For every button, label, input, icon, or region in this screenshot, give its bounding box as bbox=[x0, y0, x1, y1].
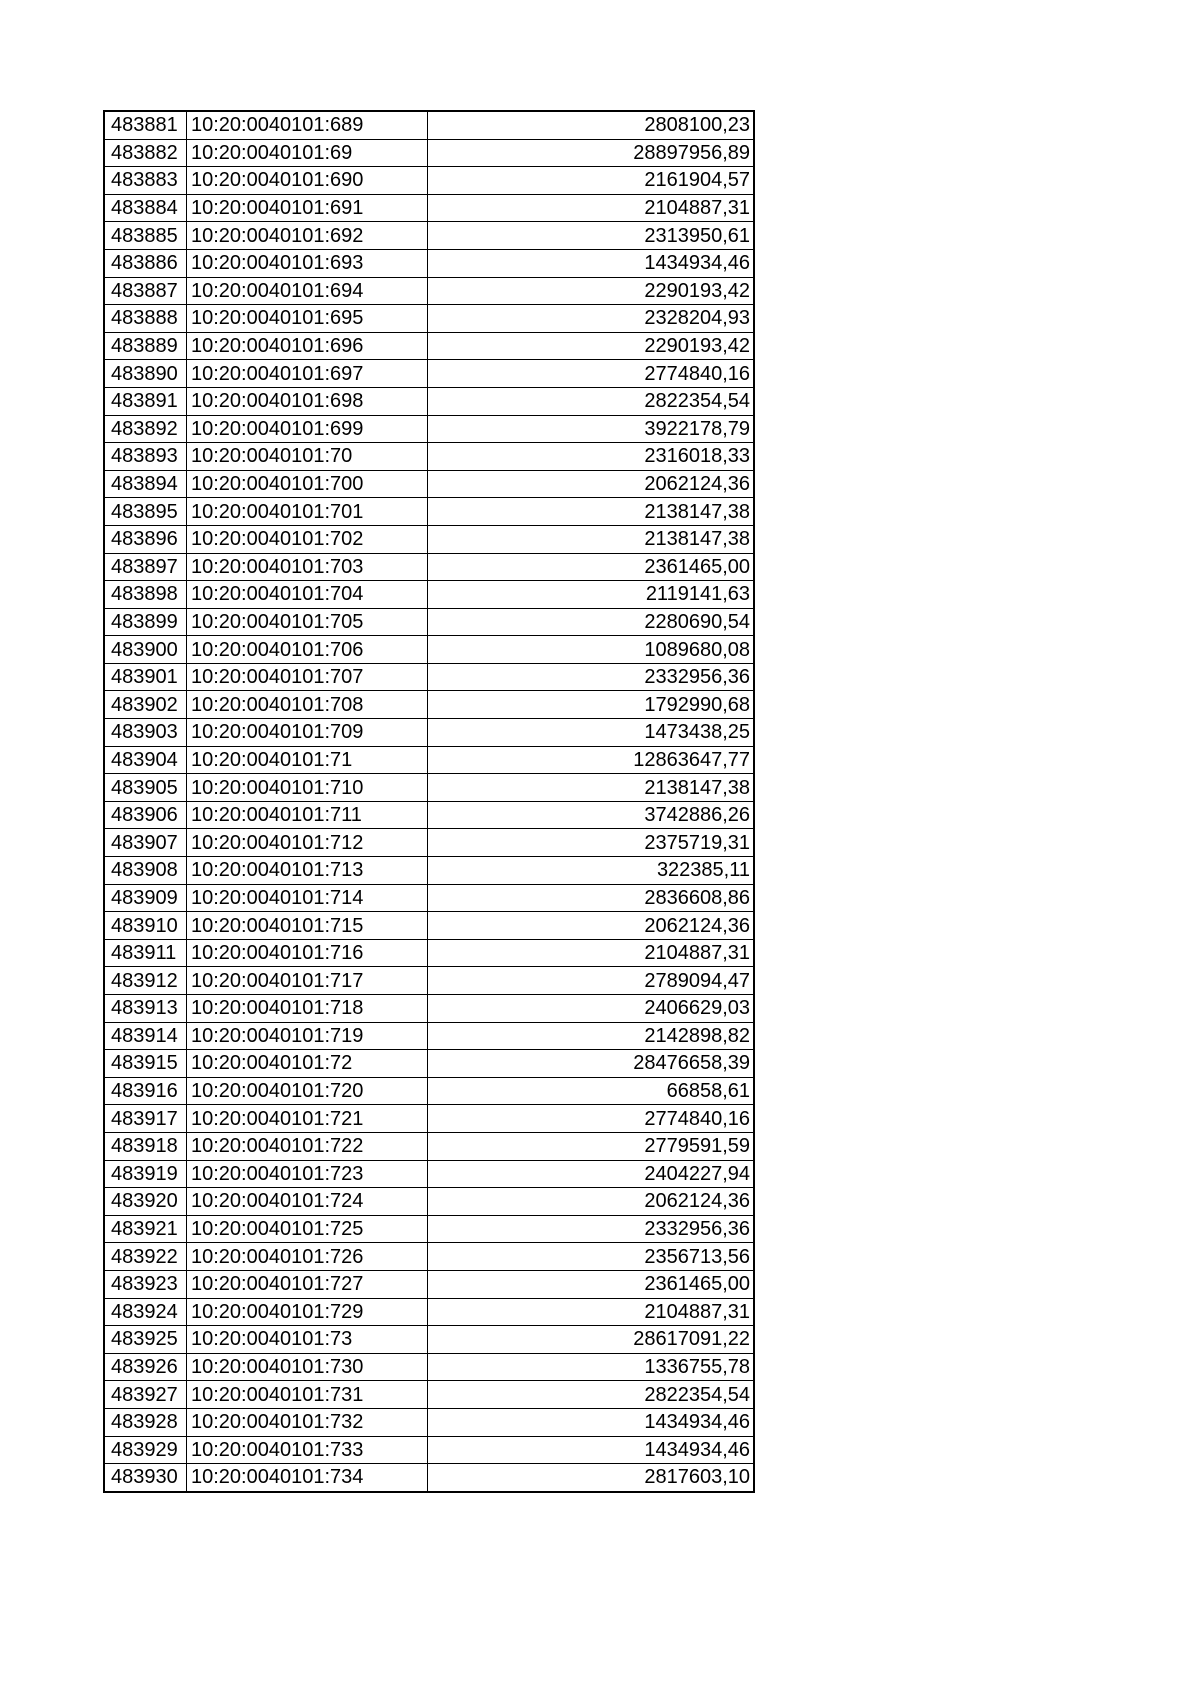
cadastral-number-cell: 10:20:0040101:724 bbox=[187, 1188, 428, 1216]
table-row bbox=[104, 636, 754, 664]
value-cell: 2332956,36 bbox=[428, 1215, 755, 1243]
value-cell: 2356713,56 bbox=[428, 1243, 755, 1271]
cadastral-number-cell: 10:20:0040101:689 bbox=[187, 111, 428, 139]
value-cell: 2774840,16 bbox=[428, 360, 755, 388]
row-id-cell: 483915 bbox=[104, 1050, 187, 1078]
table-row bbox=[104, 387, 754, 415]
table-row bbox=[104, 305, 754, 333]
row-id-cell: 483884 bbox=[104, 194, 187, 222]
row-id-cell: 483918 bbox=[104, 1132, 187, 1160]
row-id-cell: 483903 bbox=[104, 719, 187, 747]
value-cell: 2779591,59 bbox=[428, 1132, 755, 1160]
value-cell: 2104887,31 bbox=[428, 194, 755, 222]
table-row bbox=[104, 1436, 754, 1464]
cadastral-number-cell: 10:20:0040101:718 bbox=[187, 995, 428, 1023]
cadastral-number-cell: 10:20:0040101:721 bbox=[187, 1105, 428, 1133]
row-id-cell: 483914 bbox=[104, 1022, 187, 1050]
value-cell: 2822354,54 bbox=[428, 387, 755, 415]
cadastral-number-cell: 10:20:0040101:702 bbox=[187, 525, 428, 553]
value-cell: 2142898,82 bbox=[428, 1022, 755, 1050]
table-row bbox=[104, 608, 754, 636]
row-id-cell: 483892 bbox=[104, 415, 187, 443]
value-cell: 2361465,00 bbox=[428, 1270, 755, 1298]
value-cell: 1434934,46 bbox=[428, 249, 755, 277]
row-id-cell: 483908 bbox=[104, 857, 187, 885]
cadastral-number-cell: 10:20:0040101:715 bbox=[187, 912, 428, 940]
table-row bbox=[104, 553, 754, 581]
table-row bbox=[104, 1077, 754, 1105]
cadastral-number-cell: 10:20:0040101:700 bbox=[187, 470, 428, 498]
value-cell: 28897956,89 bbox=[428, 139, 755, 167]
cadastral-number-cell: 10:20:0040101:71 bbox=[187, 746, 428, 774]
value-cell: 2361465,00 bbox=[428, 553, 755, 581]
table-row bbox=[104, 470, 754, 498]
table-row bbox=[104, 1326, 754, 1354]
table-row bbox=[104, 857, 754, 885]
table-row bbox=[104, 939, 754, 967]
table-row bbox=[104, 1050, 754, 1078]
value-cell: 3742886,26 bbox=[428, 801, 755, 829]
cadastral-number-cell: 10:20:0040101:706 bbox=[187, 636, 428, 664]
cadastral-number-cell: 10:20:0040101:734 bbox=[187, 1464, 428, 1492]
table-row bbox=[104, 498, 754, 526]
cadastral-number-cell: 10:20:0040101:692 bbox=[187, 222, 428, 250]
value-cell: 2822354,54 bbox=[428, 1381, 755, 1409]
value-cell: 2119141,63 bbox=[428, 581, 755, 609]
cadastral-number-cell: 10:20:0040101:719 bbox=[187, 1022, 428, 1050]
row-id-cell: 483891 bbox=[104, 387, 187, 415]
row-id-cell: 483920 bbox=[104, 1188, 187, 1216]
value-cell: 1336755,78 bbox=[428, 1353, 755, 1381]
row-id-cell: 483909 bbox=[104, 884, 187, 912]
table-row bbox=[104, 746, 754, 774]
table-row bbox=[104, 884, 754, 912]
cadastral-number-cell: 10:20:0040101:727 bbox=[187, 1270, 428, 1298]
value-cell: 2836608,86 bbox=[428, 884, 755, 912]
row-id-cell: 483896 bbox=[104, 525, 187, 553]
cadastral-number-cell: 10:20:0040101:722 bbox=[187, 1132, 428, 1160]
table-row bbox=[104, 415, 754, 443]
value-cell: 2774840,16 bbox=[428, 1105, 755, 1133]
cadastral-number-cell: 10:20:0040101:691 bbox=[187, 194, 428, 222]
value-cell: 2375719,31 bbox=[428, 829, 755, 857]
row-id-cell: 483916 bbox=[104, 1077, 187, 1105]
row-id-cell: 483887 bbox=[104, 277, 187, 305]
value-cell: 2406629,03 bbox=[428, 995, 755, 1023]
cadastral-number-cell: 10:20:0040101:699 bbox=[187, 415, 428, 443]
row-id-cell: 483881 bbox=[104, 111, 187, 139]
value-cell: 1473438,25 bbox=[428, 719, 755, 747]
cadastral-number-cell: 10:20:0040101:730 bbox=[187, 1353, 428, 1381]
value-cell: 2062124,36 bbox=[428, 1188, 755, 1216]
row-id-cell: 483883 bbox=[104, 167, 187, 195]
row-id-cell: 483911 bbox=[104, 939, 187, 967]
table-row bbox=[104, 194, 754, 222]
table-row bbox=[104, 139, 754, 167]
row-id-cell: 483902 bbox=[104, 691, 187, 719]
table-row bbox=[104, 1132, 754, 1160]
cadastral-number-cell: 10:20:0040101:693 bbox=[187, 249, 428, 277]
row-id-cell: 483895 bbox=[104, 498, 187, 526]
row-id-cell: 483921 bbox=[104, 1215, 187, 1243]
row-id-cell: 483890 bbox=[104, 360, 187, 388]
cadastral-number-cell: 10:20:0040101:72 bbox=[187, 1050, 428, 1078]
value-cell: 2789094,47 bbox=[428, 967, 755, 995]
value-cell: 2138147,38 bbox=[428, 774, 755, 802]
table-row bbox=[104, 967, 754, 995]
value-cell: 2313950,61 bbox=[428, 222, 755, 250]
table-row bbox=[104, 1105, 754, 1133]
cadastral-number-cell: 10:20:0040101:725 bbox=[187, 1215, 428, 1243]
cadastral-number-cell: 10:20:0040101:711 bbox=[187, 801, 428, 829]
table-row bbox=[104, 691, 754, 719]
value-cell: 2332956,36 bbox=[428, 663, 755, 691]
table-row bbox=[104, 1464, 754, 1492]
cadastral-number-cell: 10:20:0040101:714 bbox=[187, 884, 428, 912]
table-row bbox=[104, 1160, 754, 1188]
table-row bbox=[104, 1270, 754, 1298]
row-id-cell: 483929 bbox=[104, 1436, 187, 1464]
value-cell: 66858,61 bbox=[428, 1077, 755, 1105]
row-id-cell: 483917 bbox=[104, 1105, 187, 1133]
value-cell: 2104887,31 bbox=[428, 939, 755, 967]
table-row bbox=[104, 332, 754, 360]
table-row bbox=[104, 581, 754, 609]
value-cell: 1434934,46 bbox=[428, 1436, 755, 1464]
table-row bbox=[104, 912, 754, 940]
value-cell: 28617091,22 bbox=[428, 1326, 755, 1354]
row-id-cell: 483922 bbox=[104, 1243, 187, 1271]
row-id-cell: 483905 bbox=[104, 774, 187, 802]
value-cell: 12863647,77 bbox=[428, 746, 755, 774]
row-id-cell: 483913 bbox=[104, 995, 187, 1023]
cadastral-number-cell: 10:20:0040101:696 bbox=[187, 332, 428, 360]
table-row bbox=[104, 1188, 754, 1216]
row-id-cell: 483898 bbox=[104, 581, 187, 609]
cadastral-value-table bbox=[103, 110, 755, 1493]
row-id-cell: 483893 bbox=[104, 443, 187, 471]
table-row bbox=[104, 167, 754, 195]
row-id-cell: 483930 bbox=[104, 1464, 187, 1492]
table-row bbox=[104, 443, 754, 471]
table-row bbox=[104, 1215, 754, 1243]
value-cell: 2161904,57 bbox=[428, 167, 755, 195]
value-cell: 2138147,38 bbox=[428, 498, 755, 526]
value-cell: 1792990,68 bbox=[428, 691, 755, 719]
cadastral-number-cell: 10:20:0040101:695 bbox=[187, 305, 428, 333]
value-cell: 28476658,39 bbox=[428, 1050, 755, 1078]
cadastral-number-cell: 10:20:0040101:709 bbox=[187, 719, 428, 747]
value-cell: 2062124,36 bbox=[428, 912, 755, 940]
cadastral-number-cell: 10:20:0040101:712 bbox=[187, 829, 428, 857]
table-row bbox=[104, 829, 754, 857]
row-id-cell: 483924 bbox=[104, 1298, 187, 1326]
row-id-cell: 483885 bbox=[104, 222, 187, 250]
cadastral-number-cell: 10:20:0040101:704 bbox=[187, 581, 428, 609]
cadastral-number-cell: 10:20:0040101:731 bbox=[187, 1381, 428, 1409]
row-id-cell: 483926 bbox=[104, 1353, 187, 1381]
cadastral-number-cell: 10:20:0040101:710 bbox=[187, 774, 428, 802]
cadastral-number-cell: 10:20:0040101:70 bbox=[187, 443, 428, 471]
table-body bbox=[104, 111, 754, 1492]
value-cell: 2404227,94 bbox=[428, 1160, 755, 1188]
cadastral-number-cell: 10:20:0040101:716 bbox=[187, 939, 428, 967]
row-id-cell: 483888 bbox=[104, 305, 187, 333]
row-id-cell: 483886 bbox=[104, 249, 187, 277]
row-id-cell: 483928 bbox=[104, 1408, 187, 1436]
row-id-cell: 483923 bbox=[104, 1270, 187, 1298]
cadastral-number-cell: 10:20:0040101:698 bbox=[187, 387, 428, 415]
row-id-cell: 483919 bbox=[104, 1160, 187, 1188]
cadastral-number-cell: 10:20:0040101:73 bbox=[187, 1326, 428, 1354]
table-row bbox=[104, 111, 754, 139]
value-cell: 2290193,42 bbox=[428, 277, 755, 305]
cadastral-number-cell: 10:20:0040101:703 bbox=[187, 553, 428, 581]
row-id-cell: 483912 bbox=[104, 967, 187, 995]
cadastral-number-cell: 10:20:0040101:726 bbox=[187, 1243, 428, 1271]
row-id-cell: 483927 bbox=[104, 1381, 187, 1409]
value-cell: 1434934,46 bbox=[428, 1408, 755, 1436]
value-cell: 2138147,38 bbox=[428, 525, 755, 553]
cadastral-number-cell: 10:20:0040101:723 bbox=[187, 1160, 428, 1188]
table-row bbox=[104, 1408, 754, 1436]
table-row bbox=[104, 663, 754, 691]
table-row bbox=[104, 1353, 754, 1381]
cadastral-number-cell: 10:20:0040101:701 bbox=[187, 498, 428, 526]
table-row bbox=[104, 1243, 754, 1271]
value-cell: 2808100,23 bbox=[428, 111, 755, 139]
cadastral-number-cell: 10:20:0040101:690 bbox=[187, 167, 428, 195]
row-id-cell: 483899 bbox=[104, 608, 187, 636]
cadastral-number-cell: 10:20:0040101:705 bbox=[187, 608, 428, 636]
row-id-cell: 483910 bbox=[104, 912, 187, 940]
table-row bbox=[104, 277, 754, 305]
cadastral-number-cell: 10:20:0040101:733 bbox=[187, 1436, 428, 1464]
row-id-cell: 483925 bbox=[104, 1326, 187, 1354]
cadastral-number-cell: 10:20:0040101:69 bbox=[187, 139, 428, 167]
table-row bbox=[104, 1022, 754, 1050]
row-id-cell: 483897 bbox=[104, 553, 187, 581]
table-row bbox=[104, 719, 754, 747]
table-row bbox=[104, 774, 754, 802]
cadastral-number-cell: 10:20:0040101:713 bbox=[187, 857, 428, 885]
cadastral-number-cell: 10:20:0040101:732 bbox=[187, 1408, 428, 1436]
value-cell: 2817603,10 bbox=[428, 1464, 755, 1492]
value-cell: 2104887,31 bbox=[428, 1298, 755, 1326]
value-cell: 2290193,42 bbox=[428, 332, 755, 360]
value-cell: 2328204,93 bbox=[428, 305, 755, 333]
row-id-cell: 483904 bbox=[104, 746, 187, 774]
table-row bbox=[104, 525, 754, 553]
value-cell: 3922178,79 bbox=[428, 415, 755, 443]
table-row bbox=[104, 360, 754, 388]
row-id-cell: 483900 bbox=[104, 636, 187, 664]
cadastral-number-cell: 10:20:0040101:694 bbox=[187, 277, 428, 305]
row-id-cell: 483889 bbox=[104, 332, 187, 360]
table-row bbox=[104, 249, 754, 277]
cadastral-number-cell: 10:20:0040101:720 bbox=[187, 1077, 428, 1105]
value-cell: 1089680,08 bbox=[428, 636, 755, 664]
cadastral-number-cell: 10:20:0040101:717 bbox=[187, 967, 428, 995]
value-cell: 2280690,54 bbox=[428, 608, 755, 636]
row-id-cell: 483882 bbox=[104, 139, 187, 167]
cadastral-number-cell: 10:20:0040101:697 bbox=[187, 360, 428, 388]
row-id-cell: 483901 bbox=[104, 663, 187, 691]
cadastral-number-cell: 10:20:0040101:729 bbox=[187, 1298, 428, 1326]
value-cell: 2062124,36 bbox=[428, 470, 755, 498]
cadastral-number-cell: 10:20:0040101:708 bbox=[187, 691, 428, 719]
row-id-cell: 483907 bbox=[104, 829, 187, 857]
table-row bbox=[104, 801, 754, 829]
row-id-cell: 483906 bbox=[104, 801, 187, 829]
value-cell: 2316018,33 bbox=[428, 443, 755, 471]
table-row bbox=[104, 222, 754, 250]
table-row bbox=[104, 1298, 754, 1326]
table-row bbox=[104, 1381, 754, 1409]
table-row bbox=[104, 995, 754, 1023]
row-id-cell: 483894 bbox=[104, 470, 187, 498]
value-cell: 322385,11 bbox=[428, 857, 755, 885]
cadastral-number-cell: 10:20:0040101:707 bbox=[187, 663, 428, 691]
